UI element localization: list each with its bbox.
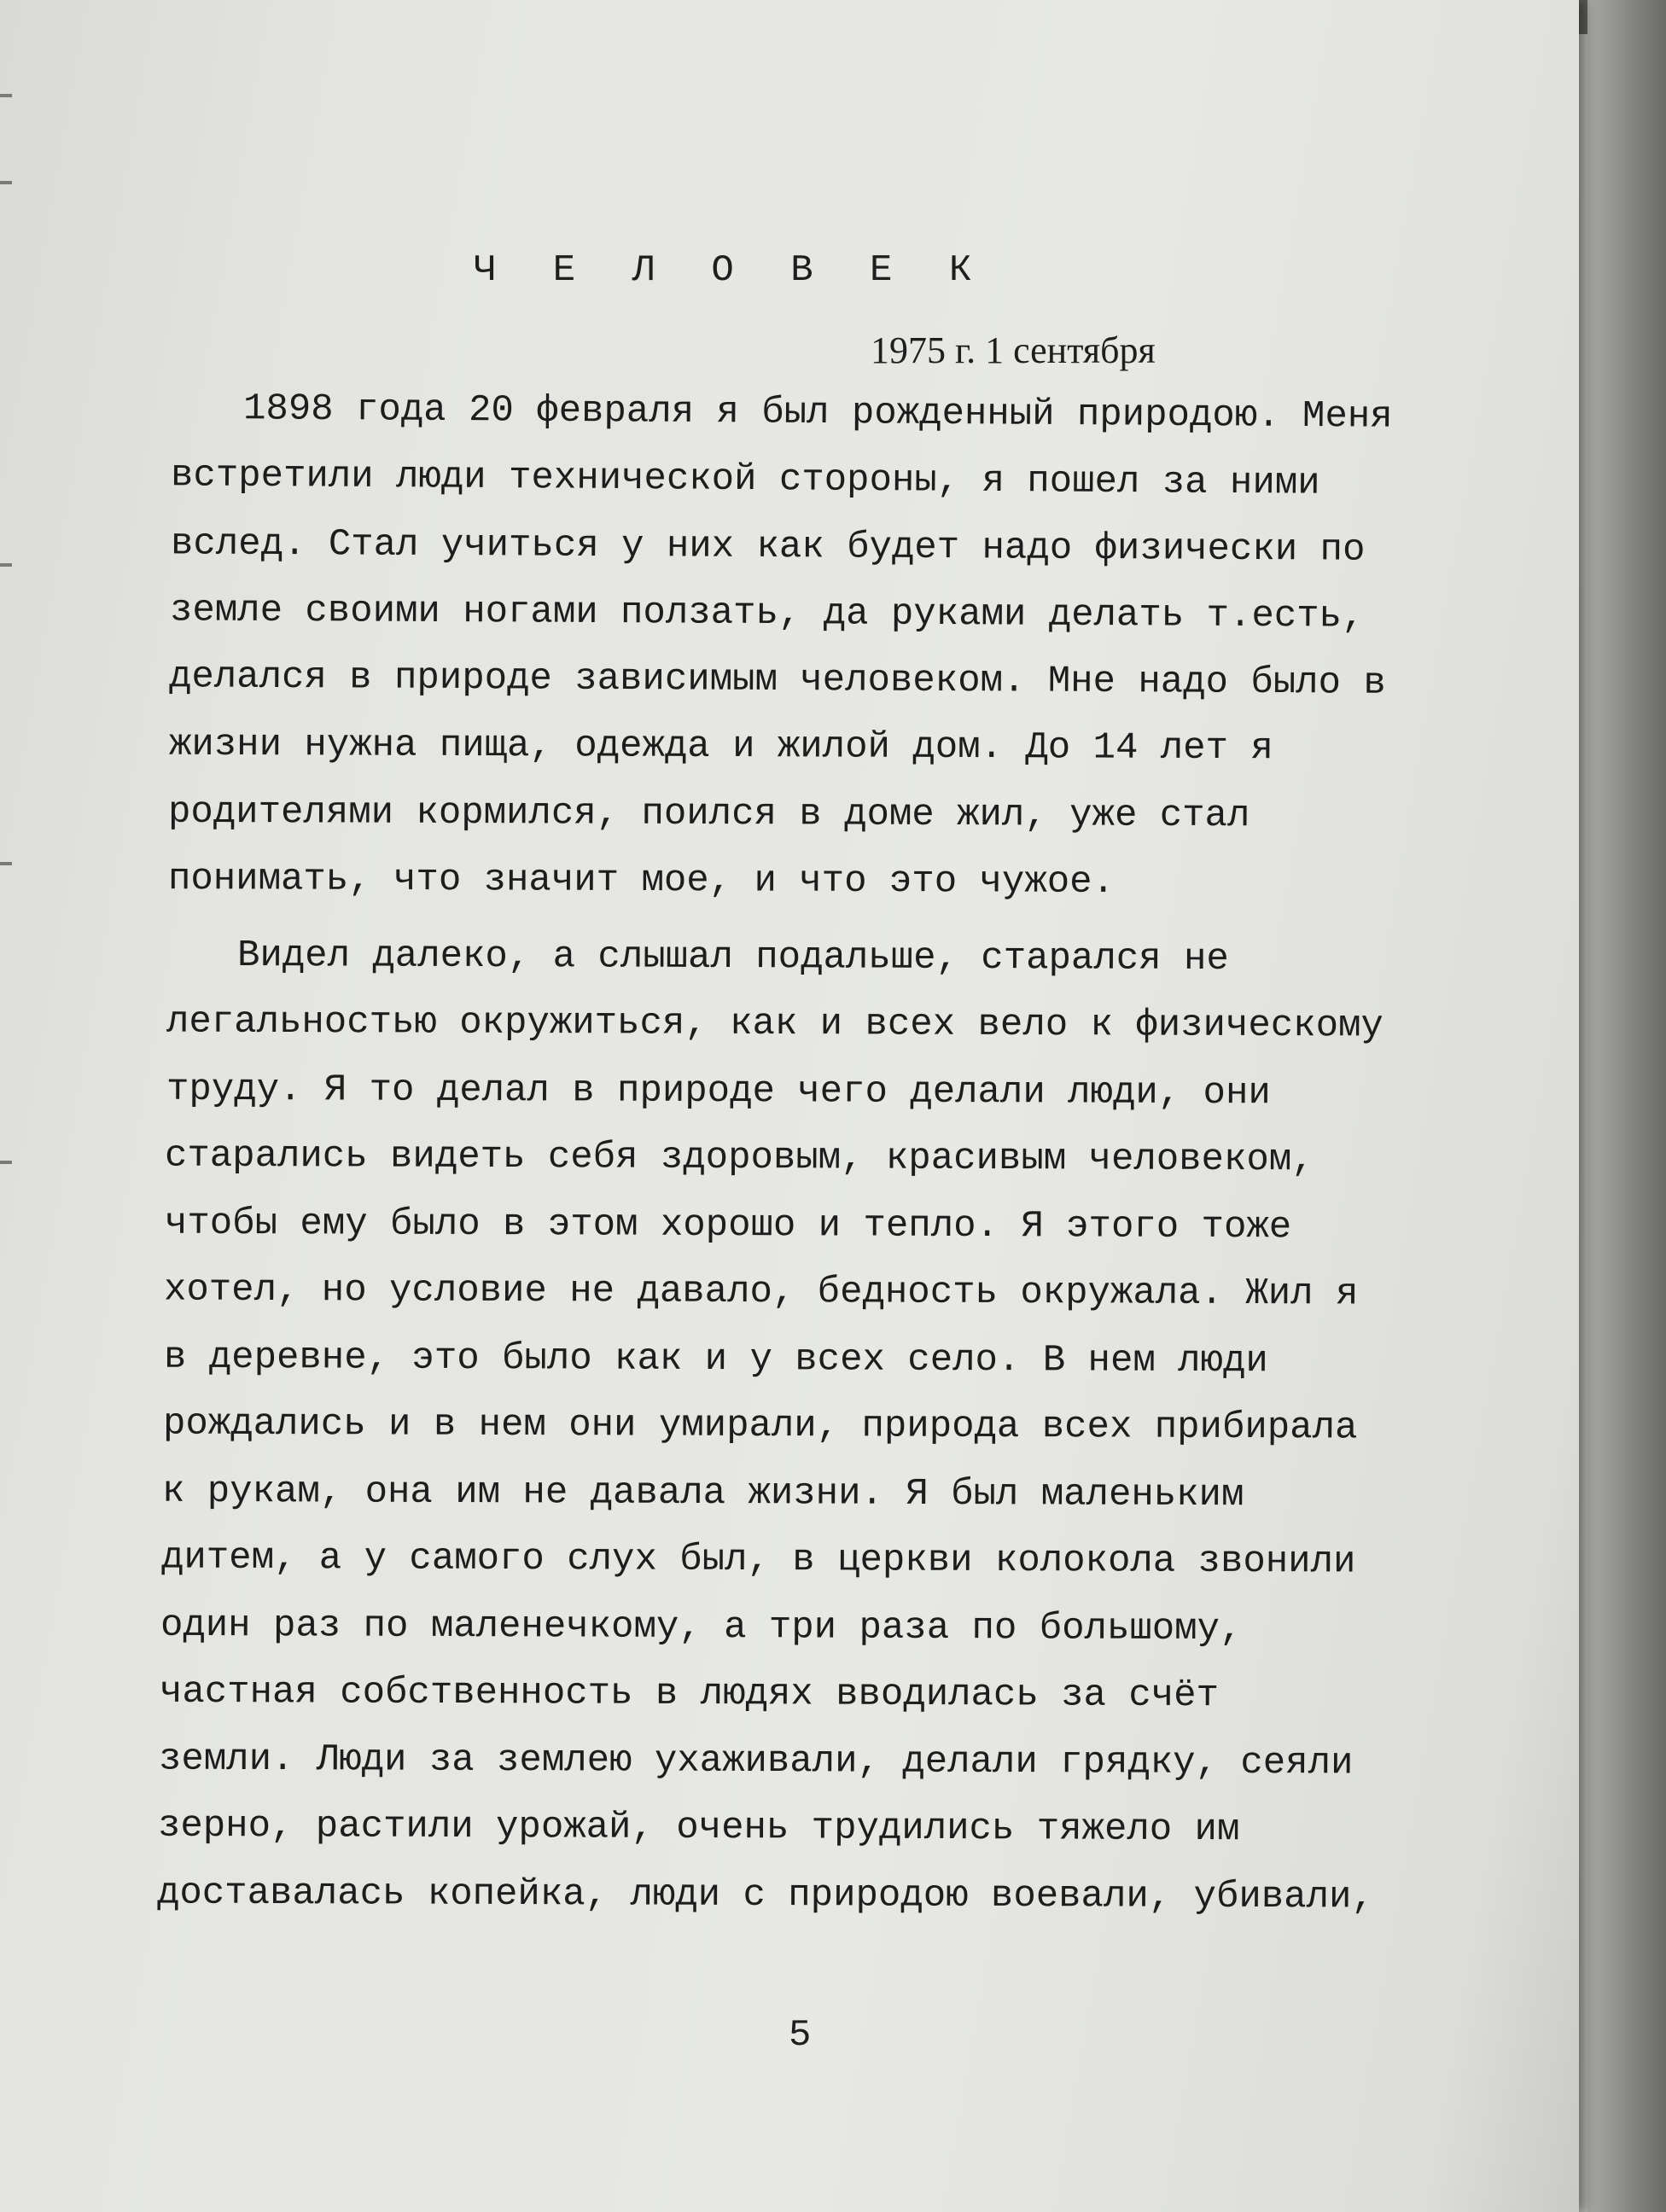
text-line: к рукам, она им не давала жизни. Я был маленьким [161,1470,1244,1517]
text-line: хотел, но условие не давало, бедность окружала. Жил я [163,1268,1359,1316]
text-line: 1898 года 20 февраля я был рожденный природою. Меня [242,387,1393,439]
binding-mark [0,1161,12,1164]
binding-mark [0,862,12,865]
document-date: 1975 г. 1 сентября [871,329,1156,371]
binding-mark [0,181,12,184]
text-line: родителями кормился, поился в доме жил, уже стал [167,790,1250,838]
text-line: жизни нужна пища, одежда и жилой дом. До 14 лет я [168,723,1273,771]
text-line: один раз по маленечкому, а три раза по большому, [160,1604,1243,1651]
underlying-page-edge [1587,0,1666,2212]
text-line: дитем, а у самого слух был, в церкви колокола звонили [160,1536,1356,1584]
text-line: рождались и в нем они умирали, природа всех прибирала [162,1402,1358,1450]
text-line: легальностью окружиться, как и всех вело к физическому [166,1000,1383,1048]
document-title: Ч Е Л О В Е К [474,249,989,292]
text-line: доставалась копейка, люди с природою воевали, убивали, [156,1871,1374,1919]
text-line: зерно, растили урожай, очень трудились тяжело им [157,1804,1240,1852]
text-line: вслед. Стал учиться у них как будет надо физически по [170,522,1366,572]
text-line: делался в природе зависимым человеком. Мне надо было в [168,655,1386,705]
text-line: понимать, что значит мое, и что это чужое. [167,858,1116,904]
text-line: труду. Я то делал в природе чего делали люди, они [166,1068,1271,1115]
page-number: 5 [789,2014,812,2057]
text-line: земле своими ногами ползать, да руками делать т.есть, [169,589,1365,638]
text-line: встретили люди технической стороны, я пошел за ними [170,454,1320,505]
binding-mark [0,94,12,97]
text-line: чтобы ему было в этом хорошо и тепло. Я этого тоже [164,1202,1292,1249]
binding-mark [0,563,12,567]
text-line: частная собственность в людях вводилась за счёт [159,1670,1220,1718]
text-line: в деревне, это было как и у всех село. В нем люди [163,1336,1268,1383]
text-line: Видел далеко, а слышал подальше, старался не [236,934,1229,981]
text-line: земли. Люди за землею ухаживали, делали грядку, сеяли [158,1738,1354,1785]
text-line: старались видеть себя здоровым, красивым человеком, [164,1134,1314,1182]
